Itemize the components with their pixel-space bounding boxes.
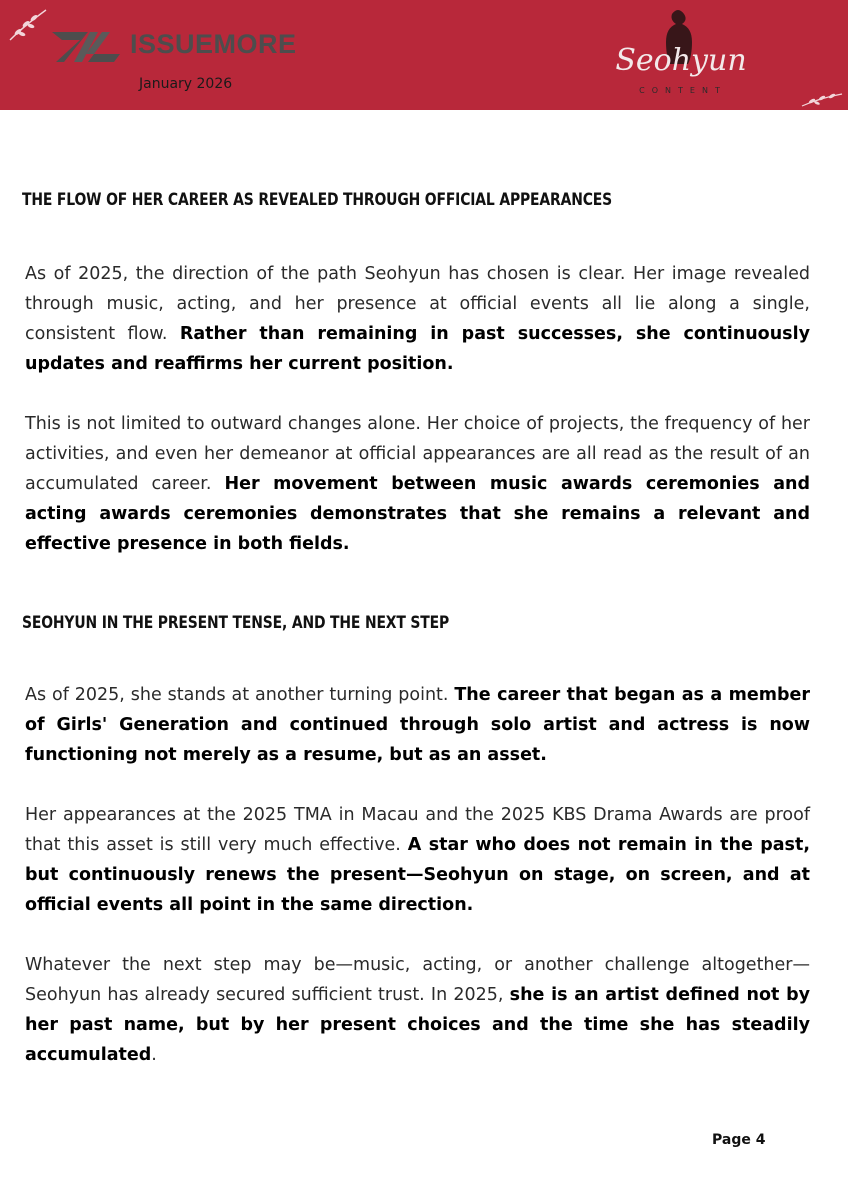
- paragraph-emphasis: A star who does not remain in the past, but continuously renews the present—Seohyun on stage, on screen, and at official events all point in the same direction.: [25, 835, 810, 915]
- paragraph-text: As of 2025, she stands at another turning point.: [25, 685, 455, 705]
- page-number: Page 4: [712, 1132, 766, 1148]
- paragraph-text: Whatever the next step may be—music, acting, or another challenge altogether—Seohyun has already secured sufficient trust. In 2025,: [25, 955, 810, 1005]
- paragraph: [25, 680, 810, 770]
- issuemore-logo-icon: [50, 30, 122, 64]
- paragraph: [25, 950, 810, 1070]
- paragraph: [25, 409, 810, 559]
- section-title: THE FLOW OF HER CAREER AS REVEALED THROUGH OFFICIAL APPEARANCES: [22, 190, 613, 210]
- paragraph-emphasis: The career that began as a member of Girls' Generation and continued through solo artist and actress is now functioning not merely as a resume, but as an asset.: [25, 685, 810, 765]
- paragraph-emphasis: Rather than remaining in past successes, she continuously updates and reaffirms her current position.: [25, 324, 810, 374]
- paragraph-emphasis: she is an artist defined not by her past name, but by her present choices and the time she has steadily accumulated: [25, 985, 810, 1065]
- signature-text: Seohyun: [615, 43, 747, 78]
- paragraph-text: As of 2025, the direction of the path Seohyun has chosen is clear. Her image revealed through music, acting, and her presence at official events all lie along a single, consistent flow.: [25, 264, 810, 344]
- paragraph: [25, 259, 810, 379]
- leaf-sprig-icon: [800, 90, 844, 110]
- brand-name: ISSUEMORE: [130, 29, 297, 59]
- signature-subtitle: CONTENT: [639, 86, 727, 95]
- paragraph-emphasis: Her movement between music awards ceremonies and acting awards ceremonies demonstrates that she remains a relevant and effective presence in both fields.: [25, 474, 810, 554]
- issue-date: January 2026: [139, 76, 233, 92]
- paragraph-text: Her appearances at the 2025 TMA in Macau and the 2025 KBS Drama Awards are proof that this asset is still very much effective.: [25, 805, 810, 855]
- paragraph-tail: .: [151, 1045, 157, 1065]
- paragraph-text: This is not limited to outward changes alone. Her choice of projects, the frequency of her activities, and even her demeanor at official appearances are all read as the result of an accumulated career.: [25, 414, 810, 494]
- leaf-sprig-icon: [6, 4, 50, 44]
- header-band: [0, 0, 848, 110]
- section-title: SEOHYUN IN THE PRESENT TENSE, AND THE NEXT STEP: [22, 613, 450, 633]
- paragraph: [25, 800, 810, 920]
